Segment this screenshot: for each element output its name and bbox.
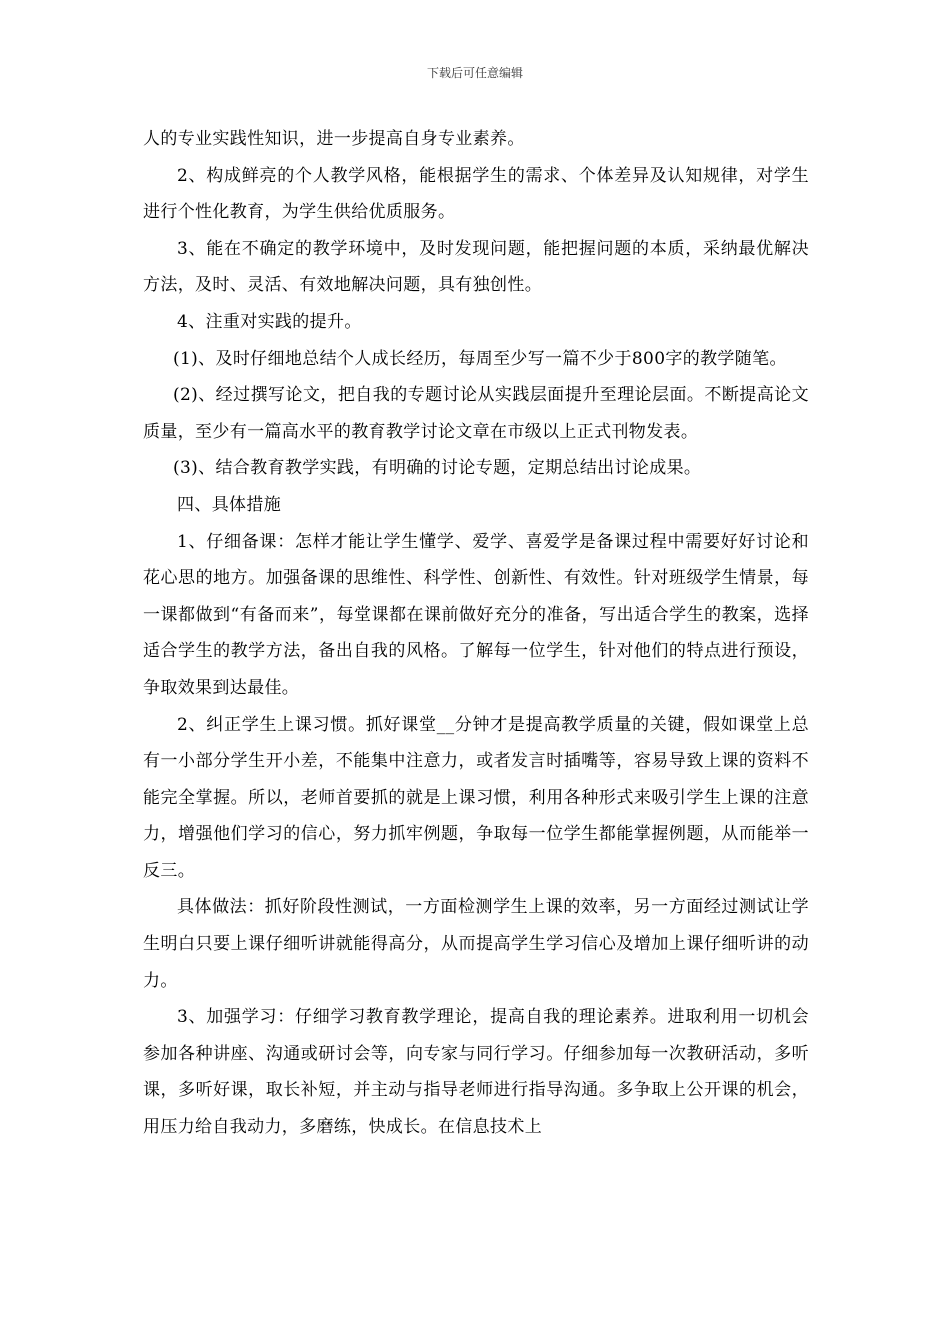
paragraph-measure-2: 2、纠正学生上课习惯。抓好课堂__分钟才是提高教学质量的关键，假如课堂上总有一小部分学生开小差，不能集中注意力，或者发言时插嘴等，容易导致上课的资料不能完全掌握。所以，老师首要抓的就是上课习惯，利用各种形式来吸引学生上课的注意力，增强他们学习的信心，努力抓牢例题，争取每一位学生都能掌握例题，从而能举一反三。 (143, 714, 809, 881)
document-body (143, 121, 809, 1146)
section-heading-measures: 四、具体措施 (177, 494, 282, 515)
paragraph-subitem-3: (3)、结合教育教学实践，有明确的讨论专题，定期总结出讨论成果。 (173, 458, 702, 479)
paragraph-continuation: 人的专业实践性知识，进一步提高自身专业素养。 (143, 129, 525, 149)
paragraph-subitem-1: (1)、及时仔细地总结个人成长经历，每周至少写一篇不少于800字的教学随笔。 (173, 348, 787, 369)
paragraph-measure-1: 1、仔细备课：怎样才能让学生懂学、爱学、喜爱学是备课过程中需要好好讨论和花心思的地方。加强备课的思维性、科学性、创新性、有效性。针对班级学生情景，每一课都做到“有备而来”，每堂课都在课前做好充分的准备，写出适合学生的教案，选择适合学生的教学方法，备出自我的风格。了解每一位学生，针对他们的特点进行预设，争取效果到达最佳。 (143, 531, 809, 698)
paragraph-subitem-2: (2)、经过撰写论文，把自我的专题讨论从实践层面提升至理论层面。不断提高论文质量，至少有一篇高水平的教育教学讨论文章在市级以上正式刊物发表。 (143, 385, 809, 442)
paragraph-item-4: 4、注重对实践的提升。 (177, 311, 362, 332)
paragraph-item-3: 3、能在不确定的教学环境中，及时发现问题，能把握问题的本质，采纳最优解决方法，及时、灵活、有效地解决问题，具有独创性。 (143, 238, 809, 296)
paragraph-item-2: 2、构成鲜亮的个人教学风格，能根据学生的需求、个体差异及认知规律，对学生进行个性化教育，为学生供给优质服务。 (143, 165, 809, 223)
paragraph-measure-3: 3、加强学习：仔细学习教育教学理论，提高自我的理论素养。进取利用一切机会参加各种讲座、沟通或研讨会等，向专家与同行学习。仔细参加每一次教研活动，多听课，多听好课，取长补短，并主动与指导老师进行指导沟通。多争取上公开课的机会，用压力给自我动力，多磨练，快成长。在信息技术上 (143, 1007, 809, 1138)
page-header-note: 下载后可任意编辑 (426, 66, 523, 80)
paragraph-method: 具体做法：抓好阶段性测试，一方面检测学生上课的效率，另一方面经过测试让学生明白只要上课仔细听讲就能得高分，从而提高学生学习信心及增加上课仔细听讲的动力。 (143, 897, 809, 991)
